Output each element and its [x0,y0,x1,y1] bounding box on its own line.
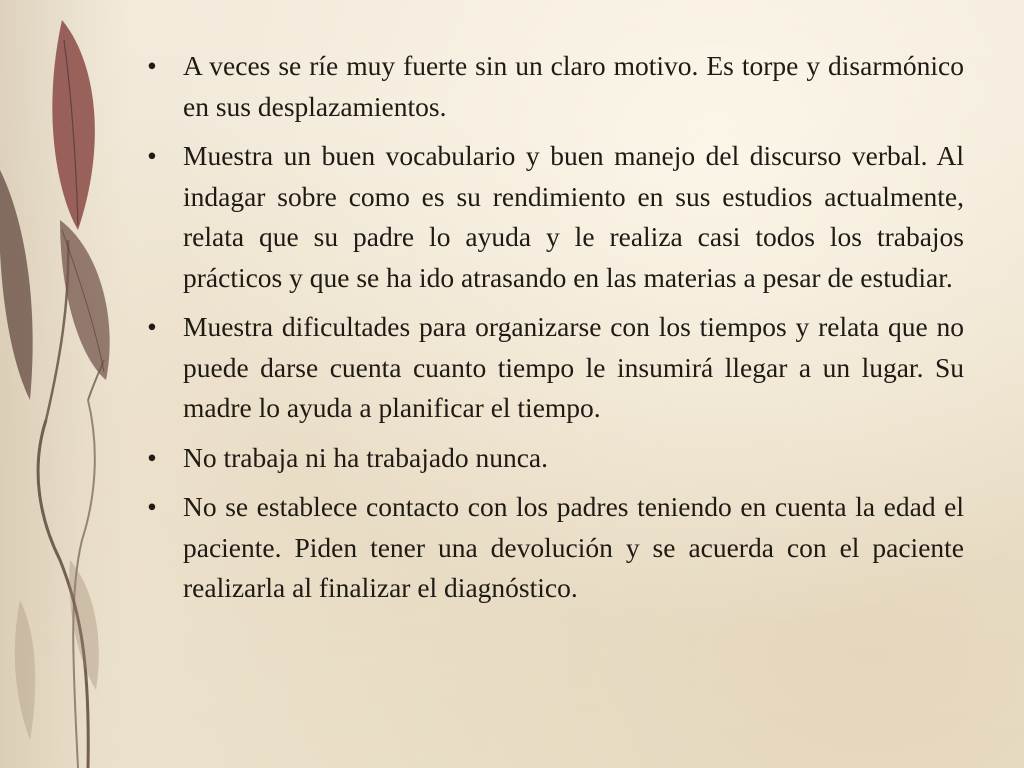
dried-leaf-branch-icon [0,0,140,768]
list-item [140,136,964,298]
bullet-text: Muestra dificultades para organizarse con los tiempos y relata que no puede darse cuenta cuanto tiempo le insumirá llegar a un lugar. Su madre lo ayuda a planificar el tiempo. [183,311,964,423]
list-item [140,307,964,429]
list-item [140,438,964,479]
bullet-icon: • [147,491,157,522]
bullet-list [140,46,964,609]
bullet-text: Muestra un buen vocabulario y buen manejo del discurso verbal. Al indagar sobre como es su rendimiento en sus estudios actualmente, relata que su padre lo ayuda y le realiza casi todos los trabajos prácticos y que se ha ido atrasando en las materias a pesar de estudiar. [183,140,964,293]
bullet-icon: • [147,140,157,171]
bullet-text: No se establece contacto con los padres teniendo en cuenta la edad el paciente. Piden tener una devolución y se acuerda con el paciente realizarla al finalizar el diagnóstico. [183,491,964,603]
list-item [140,487,964,609]
bullet-icon: • [147,311,157,342]
bullet-icon: • [147,50,157,81]
bullet-text: No trabaja ni ha trabajado nunca. [183,441,548,473]
bullet-text: A veces se ríe muy fuerte sin un claro motivo. Es torpe y disarmónico en sus desplazamientos. [183,50,964,122]
list-item [140,46,964,127]
slide-content [140,46,964,618]
bullet-icon: • [147,441,157,473]
